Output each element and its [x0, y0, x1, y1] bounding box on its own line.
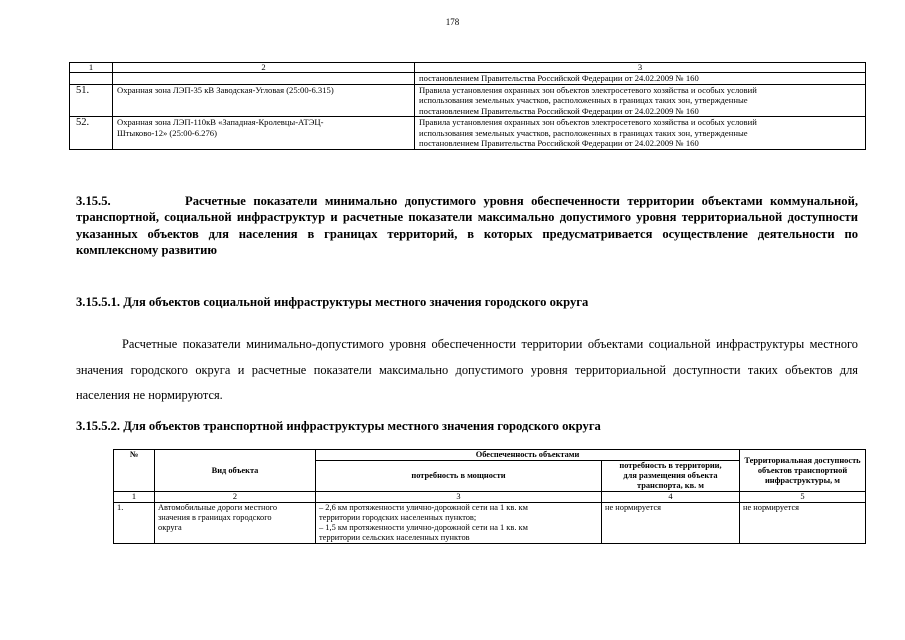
basis-text — [415, 84, 866, 117]
basis-line: использования земельных участков, расположенных в границах таких зон, утвержденные — [419, 127, 748, 138]
capacity-line: территории городских населенных пунктов; — [319, 513, 477, 522]
header-capacity: потребность в мощности — [316, 461, 602, 492]
territorial-accessibility: не нормируется — [740, 503, 866, 544]
row-number: 52. — [70, 117, 113, 150]
header-object-type: Вид объекта — [155, 450, 316, 492]
table-row-continuation — [70, 73, 866, 85]
section-heading-3-15-5-2: 3.15.5.2. Для объектов транспортной инфраструктуры местного значения городского округа — [76, 419, 601, 433]
column-number-4: 4 — [602, 492, 740, 503]
header-number: № — [114, 450, 155, 492]
page-number: 178 — [445, 17, 460, 27]
protection-zones-table — [69, 62, 866, 150]
transport-infrastructure-table — [113, 449, 866, 544]
column-numbers-row — [114, 492, 866, 503]
object-line: Штыково-12» (25:00-6.276) — [117, 127, 217, 138]
capacity-line: территории сельских населенных пунктов — [319, 533, 470, 542]
header-line: объектов транспортной — [757, 465, 848, 475]
object-line: значения в границах городского — [158, 513, 272, 522]
territory-requirement: не нормируется — [602, 503, 740, 544]
header-line: потребность в территории, — [619, 461, 722, 470]
basis-text — [415, 117, 866, 150]
empty-cell — [70, 73, 113, 85]
basis-line: Правила установления охранных зон объектов электросетевого хозяйства и особых условий — [419, 84, 757, 95]
column-number-2: 2 — [113, 63, 415, 73]
section-number: 3.15.5. — [76, 194, 111, 208]
capacity-line: – 1,5 км протяженности улично-дорожной сети на 1 кв. км — [319, 523, 528, 532]
header-accessibility — [740, 450, 866, 492]
table-row — [114, 503, 866, 544]
section-heading-3-15-5-1: 3.15.5.1. Для объектов социальной инфраструктуры местного значения городского округа — [76, 295, 589, 309]
column-number-3: 3 — [316, 492, 602, 503]
object-name — [113, 117, 415, 150]
table-header-row — [114, 450, 866, 461]
column-number-5: 5 — [740, 492, 866, 503]
section-title: Расчетные показатели минимально допустимого уровня обеспеченности территории объектами коммунальной, транспортной, социальной инфраструктур и расчетные показатели максимально допустимого уровня территориальной доступности указанных объектов для населения в границах территорий, в которых предусматривается осуществление деятельности по комплексному развитию — [76, 194, 858, 257]
object-line: Автомобильные дороги местного — [158, 503, 278, 512]
table-row — [70, 117, 866, 150]
header-line: инфраструктуры, м — [764, 475, 841, 485]
basis-line: постановлением Правительства Российской Федерации от 24.02.2009 № 160 — [419, 138, 699, 148]
header-line: для размещения объекта — [623, 471, 718, 480]
basis-text: постановлением Правительства Российской Федерации от 24.02.2009 № 160 — [415, 73, 866, 85]
column-number-3: 3 — [415, 63, 866, 73]
table-row — [70, 84, 866, 117]
column-number-1: 1 — [114, 492, 155, 503]
object-line: Охранная зона ЛЭП-110кВ «Западная-Кролевцы-АТЭЦ- — [117, 117, 324, 127]
header-territory — [602, 461, 740, 492]
column-number-2: 2 — [155, 492, 316, 503]
header-provision: Обеспеченность объектами — [316, 450, 740, 461]
capacity-line: – 2,6 км протяженности улично-дорожной сети на 1 кв. км — [319, 503, 528, 512]
object-type — [155, 503, 316, 544]
header-line: Территориальная доступность — [744, 455, 861, 465]
section-heading-3-15-5 — [76, 193, 858, 258]
basis-line: Правила установления охранных зон объектов электросетевого хозяйства и особых условий — [419, 117, 757, 127]
basis-line: использования земельных участков, расположенных в границах таких зон, утвержденные — [419, 95, 748, 105]
empty-cell — [113, 73, 415, 85]
object-name: Охранная зона ЛЭП-35 кВ Заводская-Угловая (25:00-6.315) — [113, 84, 415, 117]
basis-line: постановлением Правительства Российской Федерации от 24.02.2009 № 160 — [419, 105, 699, 116]
object-line: округа — [158, 523, 182, 532]
table-header-row — [70, 63, 866, 73]
column-number-1: 1 — [70, 63, 113, 73]
header-line: транспорта, кв. м — [637, 481, 704, 490]
row-number: 1. — [114, 503, 155, 544]
row-number: 51. — [70, 84, 113, 117]
body-paragraph — [76, 332, 858, 409]
capacity-requirement — [316, 503, 602, 544]
paragraph-text: Расчетные показатели минимально-допустимого уровня обеспеченности территории объектами социальной инфраструктуры местного значения городского округа и расчетные показатели максимально допустимого уровня территориальной доступности таких объектов для населения не нормируются. — [76, 337, 858, 402]
